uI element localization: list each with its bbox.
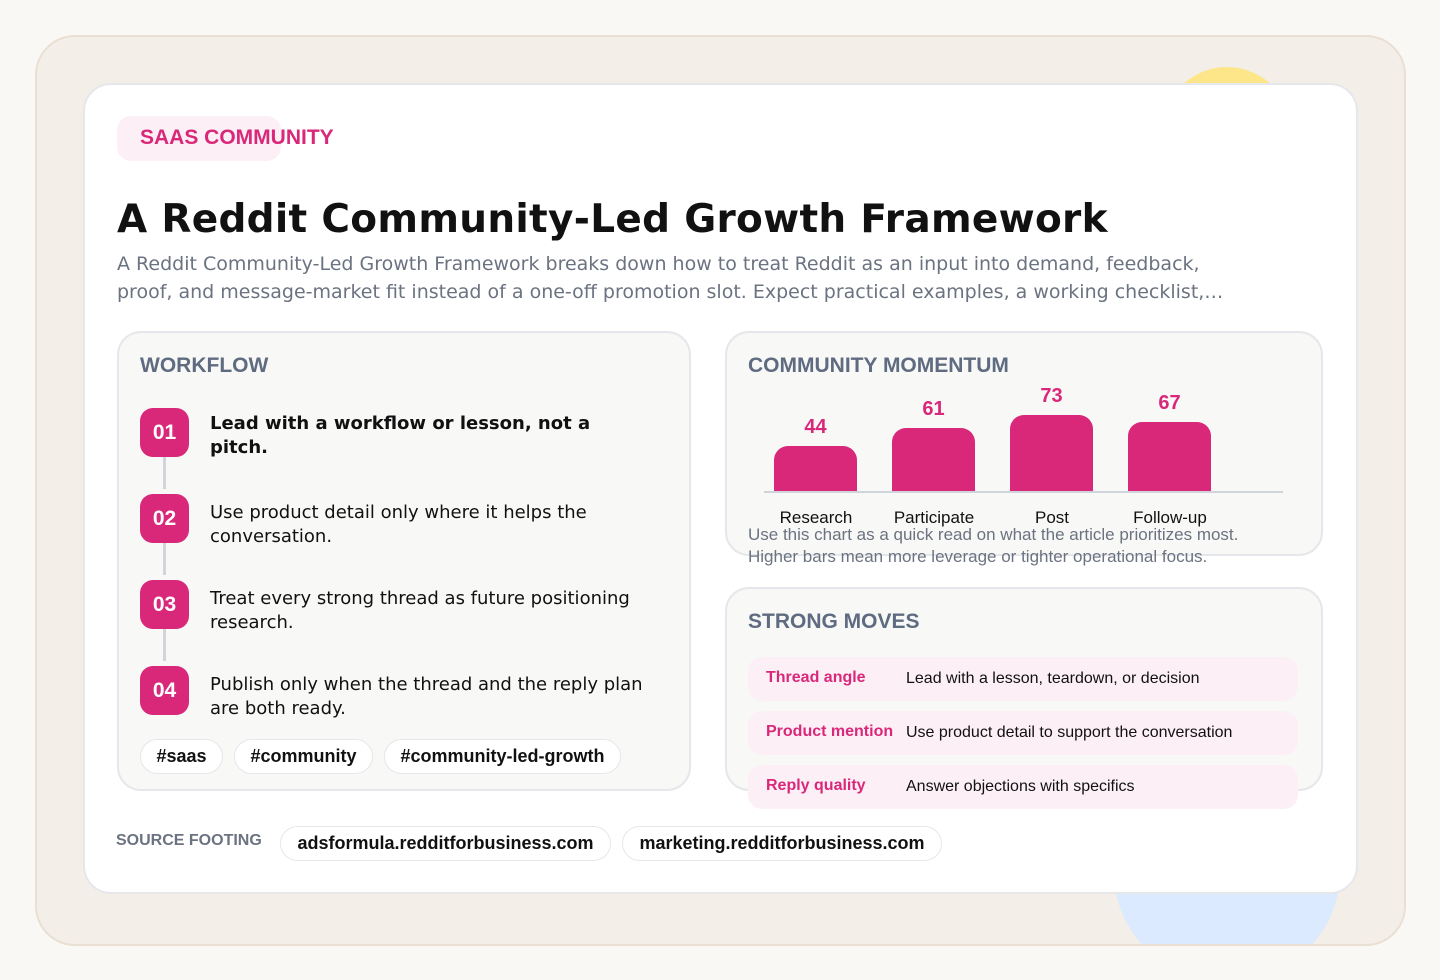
bar-post — [1010, 415, 1093, 492]
page-title: A Reddit Community-Led Growth Framework — [117, 197, 1108, 242]
step-text: Use product detail only where it helps the conversation. — [210, 502, 587, 547]
step-connector — [163, 629, 166, 661]
strong-move-row — [748, 657, 1298, 701]
strong-move-key: Product mention — [766, 723, 894, 740]
step-connector — [163, 457, 166, 489]
strong-move-row — [748, 765, 1298, 809]
step-number: 02 — [140, 494, 189, 543]
strong-move-key: Thread angle — [766, 669, 866, 686]
tag-saas[interactable]: #saas — [140, 739, 223, 774]
chart-note-line: Higher bars mean more leverage or tighter operational focus. — [748, 547, 1208, 566]
bar-value-label: 73 — [1040, 385, 1063, 408]
strong-move-row — [748, 711, 1298, 755]
step-number: 04 — [140, 666, 189, 715]
workflow-title: WORKFLOW — [140, 354, 269, 377]
chart-title: COMMUNITY MOMENTUM — [748, 354, 1009, 377]
source-link[interactable]: adsformula.redditforbusiness.com — [280, 826, 611, 861]
bar-category-label: Post — [1034, 508, 1070, 527]
bar-category-label: Research — [779, 508, 853, 527]
strong-move-key: Reply quality — [766, 777, 866, 794]
workflow-panel — [117, 331, 691, 791]
step-text: Treat every strong thread as future positioning research. — [210, 588, 630, 633]
category-badge-label: SAAS COMMUNITY — [140, 126, 334, 149]
strong-moves-title: STRONG MOVES — [748, 610, 920, 633]
strong-move-value: Use product detail to support the conversation — [906, 724, 1233, 741]
bar-research — [774, 446, 857, 492]
bar-category-label: Participate — [893, 508, 975, 527]
chart-note — [748, 524, 1238, 568]
subtitle-line: A Reddit Community-Led Growth Framework breaks down how to treat Reddit as an input into demand, feedback, — [117, 253, 1200, 275]
strong-move-value: Answer objections with specifics — [906, 778, 1135, 795]
chart-baseline — [764, 491, 1283, 493]
step-connector — [163, 543, 166, 575]
bar-category-label: Follow-up — [1133, 508, 1207, 527]
step-text: Publish only when the thread and the reply plan are both ready. — [210, 674, 643, 719]
step-number: 03 — [140, 580, 189, 629]
bar-follow-up — [1128, 422, 1211, 492]
source-link[interactable]: marketing.redditforbusiness.com — [622, 826, 942, 861]
bar-value-label: 61 — [922, 397, 945, 420]
step-text: Lead with a workflow or lesson, not a pitch. — [210, 413, 591, 458]
bar-value-label: 67 — [1158, 391, 1181, 414]
strong-move-value: Lead with a lesson, teardown, or decision — [906, 670, 1200, 687]
tag-community[interactable]: #community — [234, 739, 373, 774]
step-number: 01 — [140, 408, 189, 457]
bar-participate — [892, 428, 975, 492]
source-footing-label: SOURCE FOOTING — [116, 832, 262, 849]
bar-value-label: 44 — [804, 415, 827, 438]
chart-note-line: Use this chart as a quick read on what the article prioritizes most. — [748, 525, 1239, 544]
subtitle-line: proof, and message-market fit instead of a one-off promotion slot. Expect practical examples, a working checklist,… — [117, 281, 1224, 303]
subtitle — [117, 250, 1237, 306]
tag-community-led-growth[interactable]: #community-led-growth — [384, 739, 621, 774]
